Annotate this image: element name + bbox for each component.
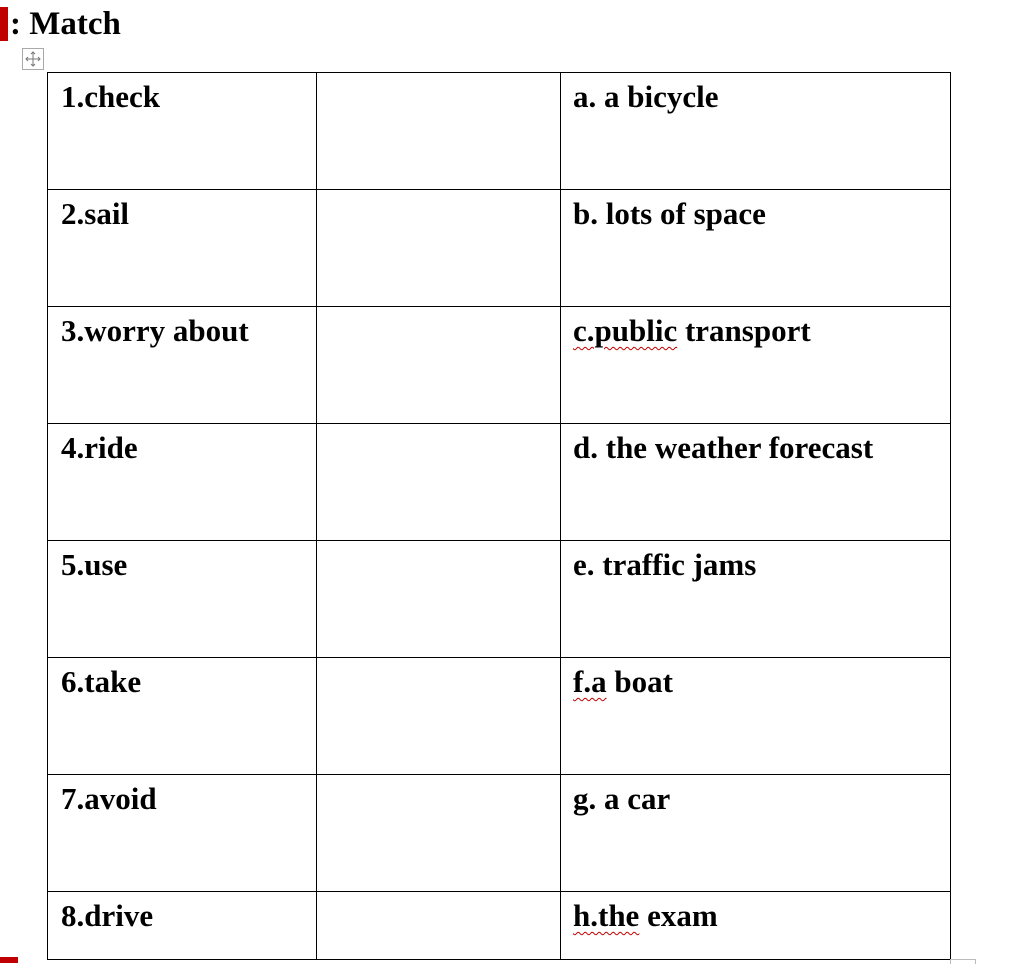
red-marker xyxy=(0,7,8,41)
left-item[interactable]: 6.take xyxy=(48,658,317,775)
table-move-icon[interactable] xyxy=(22,48,44,70)
table-row xyxy=(48,307,951,424)
right-item[interactable] xyxy=(561,190,951,307)
answer-cell[interactable] xyxy=(317,541,561,658)
table-row xyxy=(48,190,951,307)
match-table xyxy=(47,72,951,960)
right-item-text: e. traffic jams xyxy=(573,547,757,582)
answer-cell[interactable] xyxy=(317,424,561,541)
right-item[interactable] xyxy=(561,892,951,960)
right-item-text: b. lots of space xyxy=(573,196,766,231)
table-row xyxy=(48,775,951,892)
table-row xyxy=(48,73,951,190)
left-item[interactable]: 4.ride xyxy=(48,424,317,541)
right-item-text: g. a car xyxy=(573,781,671,816)
left-item[interactable]: 1.check xyxy=(48,73,317,190)
left-item[interactable]: 8.drive xyxy=(48,892,317,960)
table-row xyxy=(48,541,951,658)
right-item[interactable] xyxy=(561,658,951,775)
table-row xyxy=(48,658,951,775)
right-item-rest: boat xyxy=(606,664,673,699)
right-item[interactable] xyxy=(561,541,951,658)
right-item-text: a. a bicycle xyxy=(573,79,719,114)
table-row xyxy=(48,892,951,960)
answer-cell[interactable] xyxy=(317,892,561,960)
page-edge-marker xyxy=(950,959,976,964)
answer-cell[interactable] xyxy=(317,658,561,775)
right-item-text: d. the weather forecast xyxy=(573,430,874,465)
left-item[interactable]: 5.use xyxy=(48,541,317,658)
table-row xyxy=(48,424,951,541)
left-item[interactable]: 2.sail xyxy=(48,190,317,307)
answer-cell[interactable] xyxy=(317,775,561,892)
answer-cell[interactable] xyxy=(317,73,561,190)
right-item-rest: exam xyxy=(639,898,718,933)
answer-cell[interactable] xyxy=(317,190,561,307)
right-item-text: c.public xyxy=(573,313,678,348)
right-item[interactable] xyxy=(561,775,951,892)
red-marker-bottom xyxy=(0,957,18,963)
right-item-rest: transport xyxy=(677,313,811,348)
page-title: : Match xyxy=(10,6,121,42)
left-item[interactable]: 3.worry about xyxy=(48,307,317,424)
heading-row xyxy=(0,4,121,44)
right-item-text: h.the xyxy=(573,898,640,933)
right-item[interactable] xyxy=(561,424,951,541)
right-item[interactable] xyxy=(561,307,951,424)
answer-cell[interactable] xyxy=(317,307,561,424)
left-item[interactable]: 7.avoid xyxy=(48,775,317,892)
right-item-text: f.a xyxy=(573,664,607,699)
right-item[interactable] xyxy=(561,73,951,190)
